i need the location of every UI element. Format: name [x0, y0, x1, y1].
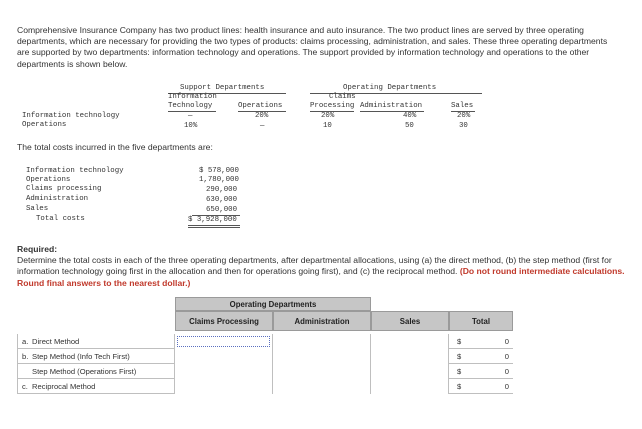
row-method: Direct Method	[32, 337, 80, 346]
row-ops-sales: 30	[459, 122, 468, 130]
cost-total-label: Total costs	[36, 215, 85, 223]
row-ops-it: 10%	[184, 122, 198, 130]
costs-intro: The total costs incurred in the five departments are:	[17, 142, 213, 152]
sales-input[interactable]	[373, 351, 446, 362]
row-it-sales: 20%	[457, 112, 471, 120]
sales-input[interactable]	[373, 381, 446, 392]
row-method: Step Method (Operations First)	[32, 367, 137, 376]
cost-double-underline	[188, 225, 240, 226]
cost-total-value: $ 3,928,000	[188, 216, 237, 224]
row-letter: b.	[22, 352, 29, 361]
required-heading: Required:	[17, 244, 58, 254]
claims-input-cell[interactable]	[175, 364, 273, 379]
row-total	[449, 334, 513, 349]
col-it-line2: Technology	[168, 102, 213, 110]
admin-input-cell[interactable]	[273, 379, 371, 394]
grid-col-total: Total	[449, 311, 513, 331]
problem-intro: Comprehensive Insurance Company has two product lines: health insurance and auto insurance. The two product lines are served by three operating departments, which are necessary for providing the two types of products: claims processing, administration, and sales. These three operating departments are supported by two departments: information technology and operations. The support provided by information technology and operations to the other departments is shown below.	[17, 25, 608, 69]
claims-input[interactable]	[177, 351, 270, 362]
total-value: 0	[504, 352, 509, 361]
admin-input-cell[interactable]	[273, 349, 371, 364]
cost-value: 650,000	[206, 206, 238, 214]
cost-label: Sales	[26, 205, 49, 213]
row-method: Reciprocal Method	[32, 382, 96, 391]
row-letter: c.	[22, 382, 28, 391]
col-claims-line1: Claims	[329, 93, 356, 101]
grid-col-claims: Claims Processing	[175, 311, 273, 331]
row-it-claims: 20%	[321, 112, 335, 120]
admin-input[interactable]	[275, 336, 368, 347]
sales-input[interactable]	[373, 336, 446, 347]
row-it-it: —	[188, 112, 193, 120]
dollar-sign: $	[457, 337, 462, 346]
row-label	[17, 379, 175, 394]
cost-label: Operations	[26, 176, 71, 184]
row-label	[17, 364, 175, 379]
support-header: Support Departments	[180, 84, 265, 92]
row-letter: a.	[22, 337, 29, 346]
cost-label: Information technology	[26, 167, 124, 175]
cost-label: Claims processing	[26, 185, 102, 193]
row-ops-claims: 10	[323, 122, 332, 130]
row-method: Step Method (Info Tech First)	[32, 352, 130, 361]
row-it-admin: 40%	[403, 112, 417, 120]
claims-input[interactable]	[177, 366, 270, 377]
sales-input-cell[interactable]	[371, 379, 449, 394]
total-value: 0	[504, 382, 509, 391]
cost-value: 630,000	[206, 196, 238, 204]
dollar-sign: $	[457, 382, 462, 391]
row-ops-admin: 50	[405, 122, 414, 130]
cost-double-underline	[188, 227, 240, 228]
sales-input-cell[interactable]	[371, 364, 449, 379]
total-value: 0	[504, 337, 509, 346]
required-text	[17, 255, 627, 289]
col-sales: Sales	[451, 102, 474, 110]
grid-row	[17, 379, 513, 394]
required-section	[17, 244, 627, 289]
row-label	[17, 349, 175, 364]
row-total	[449, 364, 513, 379]
cost-label: Administration	[26, 195, 89, 203]
claims-input-cell[interactable]	[175, 334, 273, 349]
row-ops-ops: —	[260, 122, 265, 130]
row-total	[449, 379, 513, 394]
required-note: (Do not round intermediate calculations. Round final answers to the nearest dollar.)	[17, 266, 625, 288]
dollar-sign: $	[457, 352, 462, 361]
admin-input[interactable]	[275, 351, 368, 362]
claims-input-cell[interactable]	[175, 349, 273, 364]
grid-row	[17, 334, 513, 349]
admin-input[interactable]	[275, 366, 368, 377]
row-it-label: Information technology	[22, 112, 120, 120]
row-total	[449, 349, 513, 364]
dollar-sign: $	[457, 367, 462, 376]
claims-input[interactable]	[177, 336, 270, 347]
row-label	[17, 334, 175, 349]
sales-input-cell[interactable]	[371, 349, 449, 364]
sales-input-cell[interactable]	[371, 334, 449, 349]
cost-value: 1,780,000	[199, 176, 239, 184]
claims-input[interactable]	[177, 381, 270, 392]
grid-col-admin: Administration	[273, 311, 371, 331]
col-admin: Administration	[360, 102, 423, 110]
claims-input-cell[interactable]	[175, 379, 273, 394]
operating-header: Operating Departments	[343, 84, 437, 92]
grid-row	[17, 349, 513, 364]
grid-col-sales: Sales	[371, 311, 449, 331]
col-it-line1: Information	[168, 93, 217, 101]
grid-group-header: Operating Departments	[175, 297, 371, 311]
row-ops-label: Operations	[22, 121, 67, 129]
cost-value: 290,000	[206, 186, 238, 194]
total-value: 0	[504, 367, 509, 376]
sales-input[interactable]	[373, 366, 446, 377]
admin-input-cell[interactable]	[273, 334, 371, 349]
admin-input[interactable]	[275, 381, 368, 392]
col-claims-line2: Processing	[310, 102, 355, 110]
admin-input-cell[interactable]	[273, 364, 371, 379]
cost-value: $ 578,000	[199, 167, 239, 175]
grid-row	[17, 364, 513, 379]
col-ops: Operations	[238, 102, 283, 110]
required-instructions: Determine the total costs in each of the three operating departments, after departmental allocations, using (a) the direct method, (b) the step method (first for information technology going first in the allocation and then for operations going first), and (c) the reciprocal method.	[17, 255, 612, 277]
row-it-ops: 20%	[255, 112, 269, 120]
